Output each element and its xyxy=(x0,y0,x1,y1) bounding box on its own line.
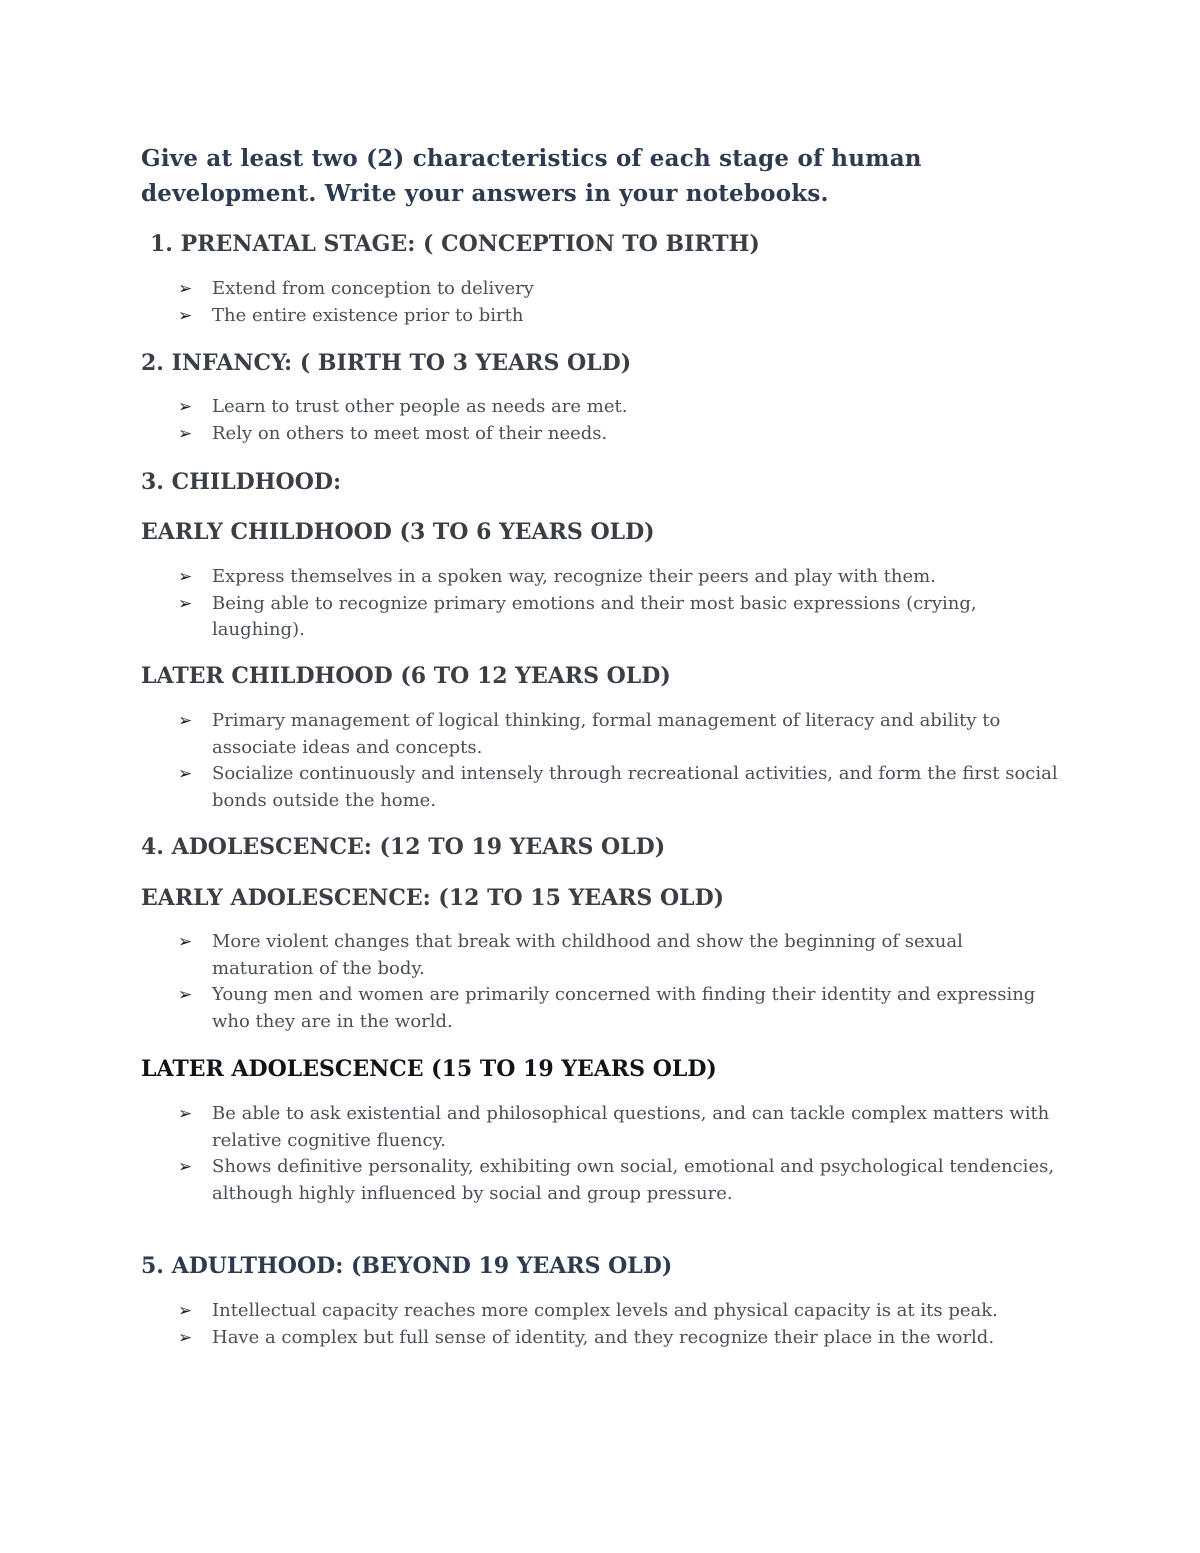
arrow-bullet-icon: ➢ xyxy=(178,567,193,587)
heading-childhood: 3. CHILDHOOD: xyxy=(141,469,342,495)
bullet-list-early-childhood xyxy=(178,564,1058,644)
bullet-list-prenatal xyxy=(178,276,1058,329)
arrow-bullet-icon: ➢ xyxy=(178,711,193,731)
bullet-list-later-childhood xyxy=(178,708,1058,814)
heading-early-childhood: EARLY CHILDHOOD (3 TO 6 YEARS OLD) xyxy=(141,519,655,545)
heading-early-adolescence: EARLY ADOLESCENCE: (12 TO 15 YEARS OLD) xyxy=(141,885,725,911)
heading-infancy: 2. INFANCY: ( BIRTH TO 3 YEARS OLD) xyxy=(141,350,632,376)
arrow-bullet-icon: ➢ xyxy=(178,423,193,444)
arrow-bullet-icon: ➢ xyxy=(178,593,193,614)
arrow-bullet-icon: ➢ xyxy=(178,932,193,952)
list-item: ➢ Rely on others to meet most of their needs. xyxy=(178,421,1058,448)
heading-later-childhood: LATER CHILDHOOD (6 TO 12 YEARS OLD) xyxy=(141,663,671,689)
heading-adolescence: 4. ADOLESCENCE: (12 TO 19 YEARS OLD) xyxy=(141,834,666,860)
heading-adulthood: 5. ADULTHOOD: (BEYOND 19 YEARS OLD) xyxy=(141,1253,673,1279)
arrow-bullet-icon: ➢ xyxy=(178,397,193,417)
list-item: ➢ Shows definitive personality, exhibiting own social, emotional and psychological tendencies, although highly influenced by social and group pressure. xyxy=(178,1156,1055,1204)
list-item: ➢ Intellectual capacity reaches more complex levels and physical capacity is at its peak. xyxy=(178,1298,1058,1325)
bullet-list-early-adolescence xyxy=(178,929,1058,1035)
arrow-bullet-icon: ➢ xyxy=(178,1157,193,1177)
arrow-bullet-icon: ➢ xyxy=(178,1327,193,1348)
arrow-bullet-icon: ➢ xyxy=(178,305,193,326)
arrow-bullet-icon: ➢ xyxy=(178,279,193,299)
heading-later-adolescence: LATER ADOLESCENCE (15 TO 19 YEARS OLD) xyxy=(141,1056,717,1082)
list-item: ➢ Young men and women are primarily concerned with finding their identity and expressing who they are in the world. xyxy=(178,984,1036,1032)
arrow-bullet-icon: ➢ xyxy=(178,1301,193,1321)
list-item: ➢ Socialize continuously and intensely through recreational activities, and form the first social bonds outside the home. xyxy=(178,763,1058,811)
list-item: ➢ Primary management of logical thinking, formal management of literacy and ability to associate ideas and concepts. xyxy=(178,710,1001,758)
instruction-text: Give at least two (2) characteristics of each stage of human development. Write your answers in your notebooks. xyxy=(141,145,922,207)
bullet-list-infancy xyxy=(178,394,1058,447)
heading-prenatal-stage: 1. PRENATAL STAGE: ( CONCEPTION TO BIRTH) xyxy=(150,231,760,257)
list-item: ➢ Extend from conception to delivery xyxy=(178,276,1058,303)
list-item: ➢ Learn to trust other people as needs are met. xyxy=(178,394,1058,421)
arrow-bullet-icon: ➢ xyxy=(178,1104,193,1124)
arrow-bullet-icon: ➢ xyxy=(178,985,193,1005)
list-item: ➢ Express themselves in a spoken way, recognize their peers and play with them. xyxy=(178,564,1058,591)
list-item: ➢ Have a complex but full sense of identity, and they recognize their place in the world. xyxy=(178,1325,1058,1352)
arrow-bullet-icon: ➢ xyxy=(178,764,193,784)
list-item: ➢ Be able to ask existential and philosophical questions, and can tackle complex matters with relative cognitive fluency. xyxy=(178,1103,1050,1151)
list-item: ➢ The entire existence prior to birth xyxy=(178,303,1058,330)
list-item: ➢ More violent changes that break with childhood and show the beginning of sexual maturation of the body. xyxy=(178,931,963,979)
bullet-list-later-adolescence xyxy=(178,1101,1058,1207)
bullet-list-adulthood xyxy=(178,1298,1058,1351)
list-item: ➢ Being able to recognize primary emotions and their most basic expressions (crying, laughing). xyxy=(178,592,977,640)
